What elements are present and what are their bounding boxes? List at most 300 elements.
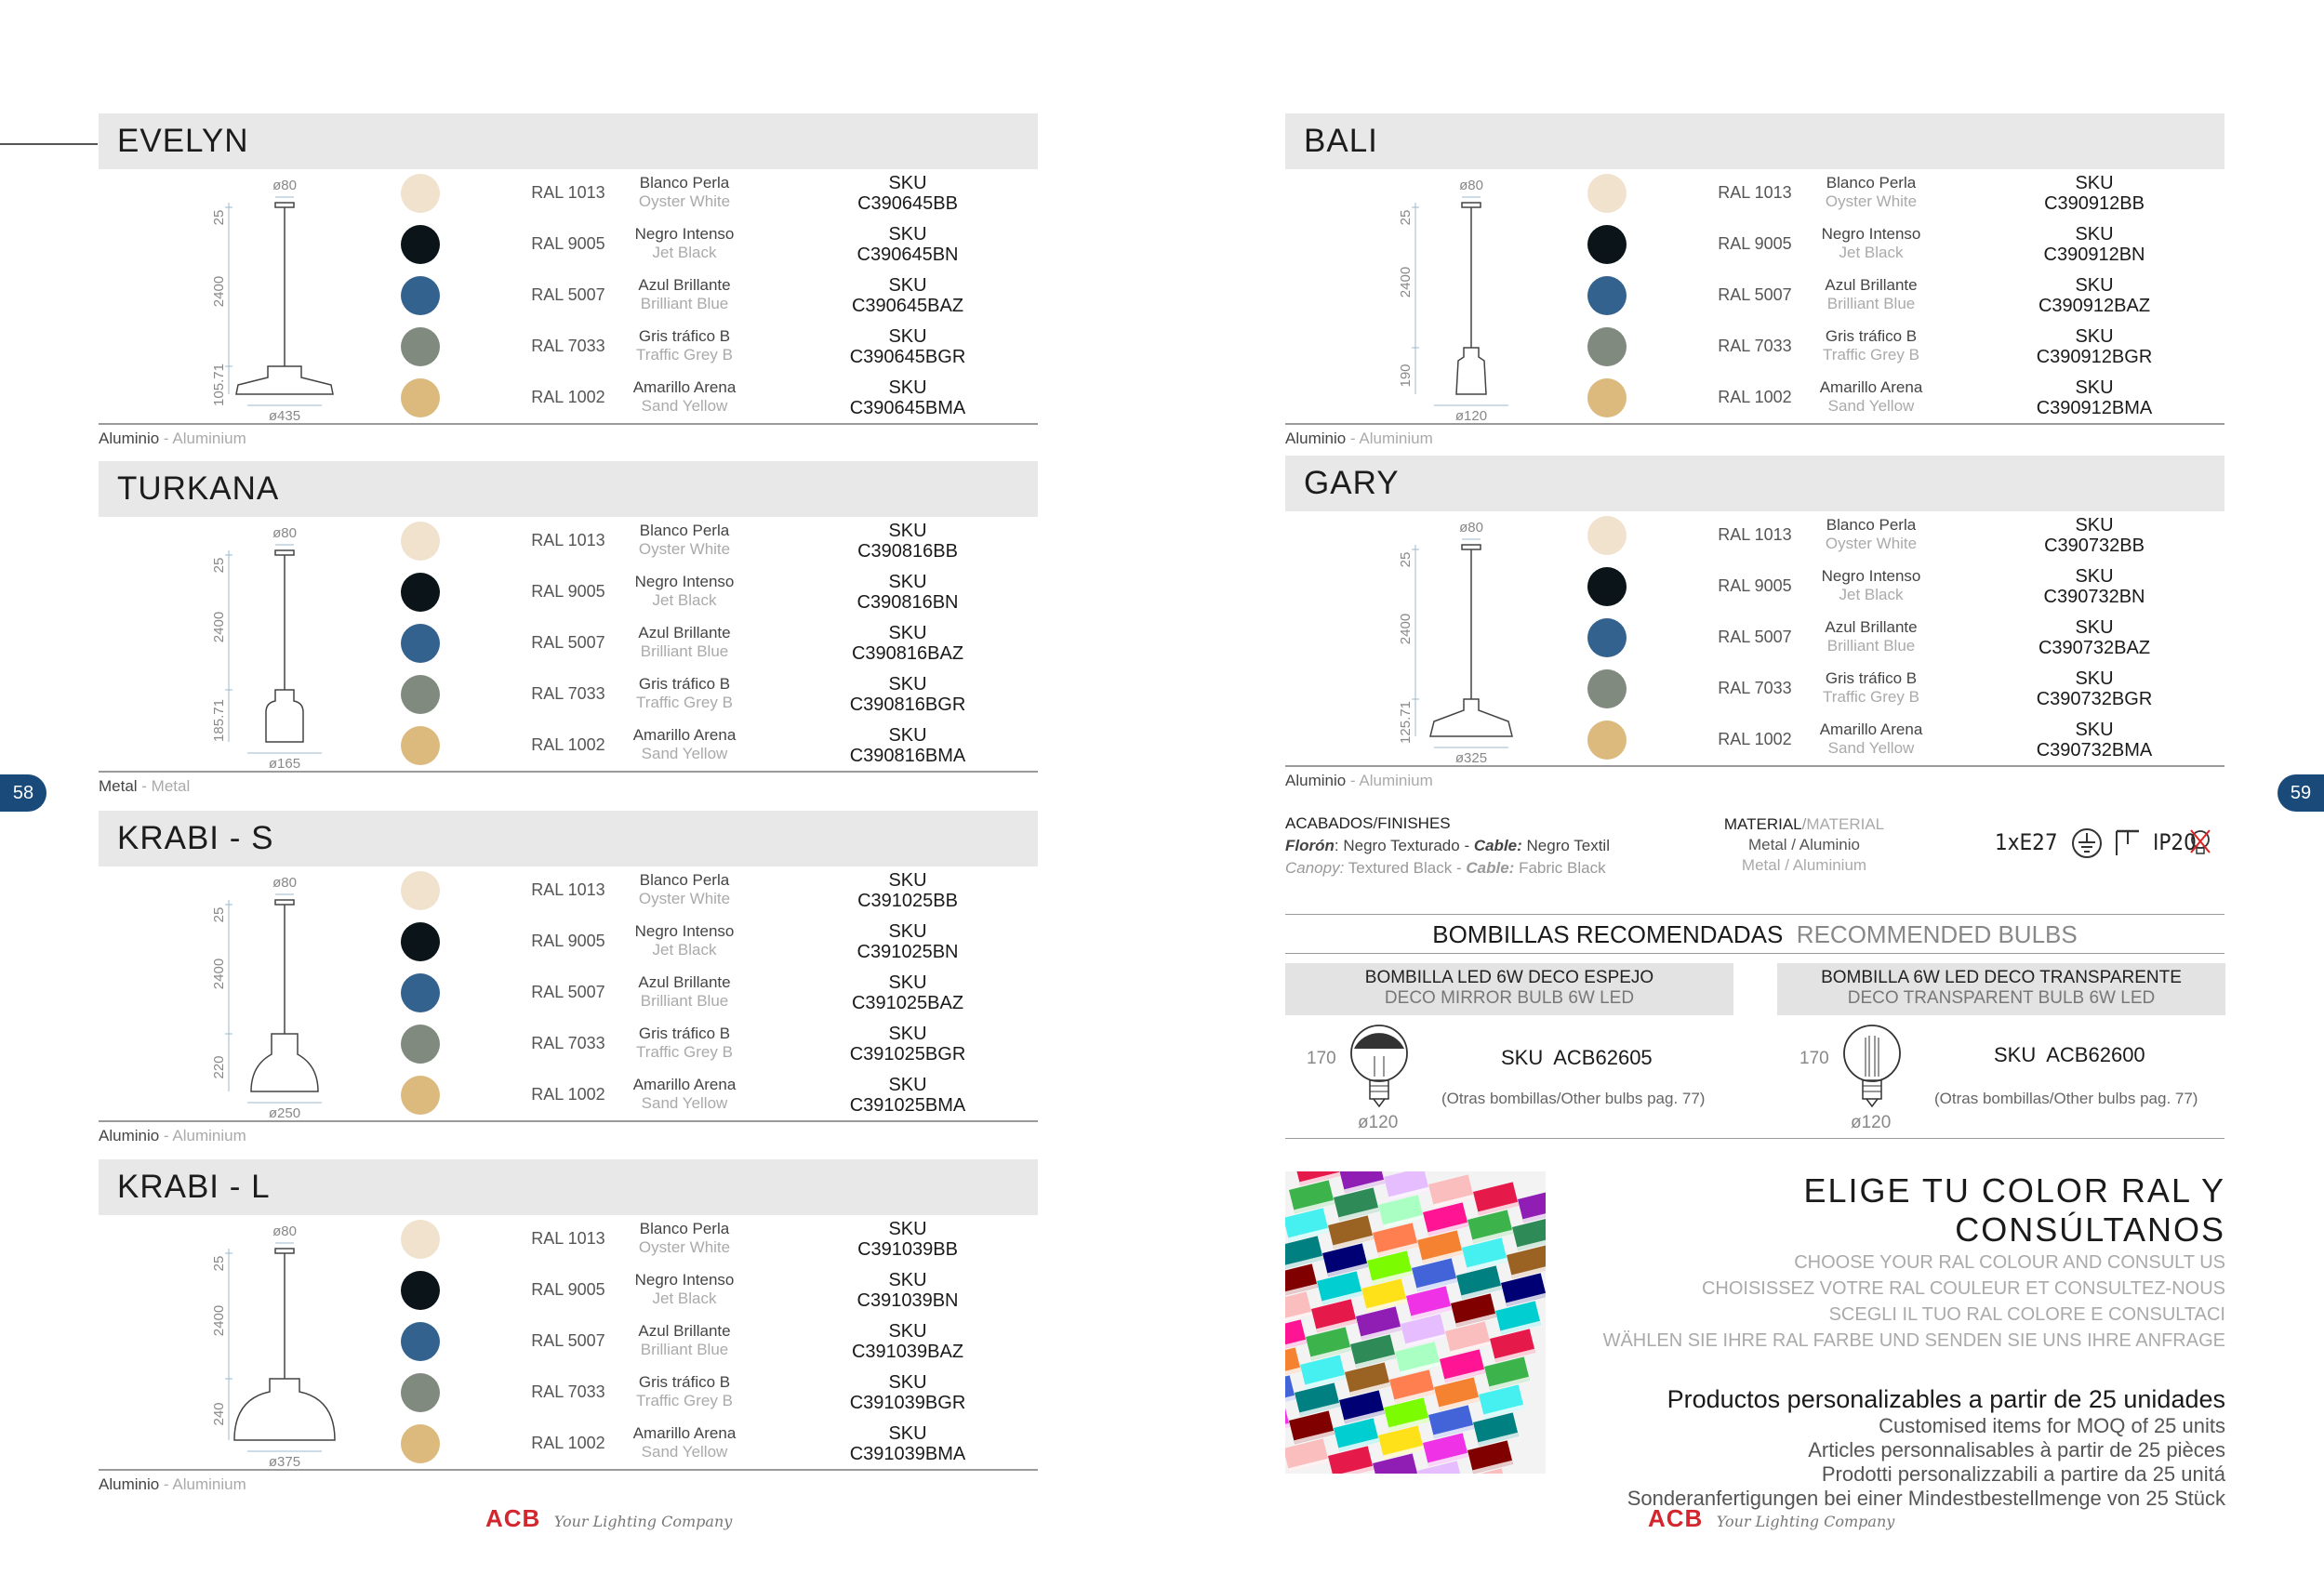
sku-code	[1992, 326, 2197, 367]
colour-name	[573, 675, 796, 712]
sku-label: SKU	[888, 1423, 927, 1444]
sku-label: SKU	[888, 623, 927, 643]
colour-name-es: Amarillo Arena	[1819, 721, 1923, 738]
ral-code: RAL 1013	[531, 531, 605, 549]
product-material	[99, 1475, 246, 1494]
colour-name	[1760, 618, 1983, 655]
colour-name-es: Blanco Perla	[639, 1220, 730, 1237]
product-name: BALI	[1304, 123, 1378, 159]
sku-value: C390816BGR	[849, 694, 966, 715]
product-name: GARY	[1304, 465, 1400, 501]
colour-swatch	[401, 1271, 440, 1310]
colour-swatch	[401, 522, 440, 561]
svg-text:2400: 2400	[1398, 613, 1414, 645]
header-rule	[0, 143, 98, 145]
colour-name-en: Brilliant Blue	[640, 1341, 729, 1358]
sku-code	[805, 921, 1010, 962]
sku-value: C390912BN	[2043, 245, 2145, 265]
sku-code	[805, 1270, 1010, 1311]
sku-code	[805, 521, 1010, 562]
colour-swatch	[1587, 618, 1627, 657]
lamp-type: 1xE27	[1995, 829, 2058, 855]
ral-code: RAL 9005	[531, 582, 605, 601]
ral-code: RAL 7033	[531, 1034, 605, 1052]
colour-name-es: Amarillo Arena	[632, 1076, 737, 1093]
transparent-bulb-icon	[1839, 1021, 1905, 1114]
colour-name-es: Negro Intenso	[634, 573, 735, 590]
colour-name	[1760, 378, 1983, 416]
bulb-box-mirror: BOMBILLA LED 6W DECO ESPEJO DECO MIRROR BULB 6W LED	[1285, 963, 1733, 1015]
colour-name-es: Azul Brillante	[1825, 276, 1918, 294]
sku-label: SKU	[2075, 377, 2114, 398]
colour-name-es: Blanco Perla	[639, 174, 730, 192]
colour-name-es: Gris tráfico B	[638, 327, 731, 345]
ral-code: RAL 1013	[531, 1229, 605, 1248]
colour-name-es: Azul Brillante	[638, 624, 731, 641]
material-es: Metal	[99, 777, 138, 795]
colour-name	[1760, 276, 1983, 313]
colour-swatch	[401, 871, 440, 910]
svg-text:185.71: 185.71	[211, 699, 227, 742]
bulb1-note: (Otras bombillas/Other bulbs pag. 77)	[1441, 1090, 1706, 1107]
svg-text:ø80: ø80	[272, 875, 297, 891]
finishes-block: ACABADOS/FINISHES Florón: Negro Texturado - Cable: Negro Textil Canopy: Textured Black - Cable: Fabric Black	[1285, 814, 1610, 877]
svg-text:2400: 2400	[211, 611, 227, 643]
sku-code	[805, 1024, 1010, 1065]
colour-name-en: Oyster White	[638, 192, 731, 210]
lamp-technical-drawing-icon	[1341, 513, 1583, 766]
colour-name-en: Traffic Grey B	[1823, 346, 1919, 364]
ral-code: RAL 7033	[531, 684, 605, 703]
colour-swatch	[401, 1076, 440, 1115]
colour-name	[573, 1424, 796, 1461]
colour-swatch	[401, 1424, 440, 1463]
colour-name-es: Negro Intenso	[634, 1271, 735, 1289]
bulb1-width: ø120	[1358, 1113, 1399, 1132]
product-title-bar	[1285, 113, 2224, 169]
sku-label: SKU	[888, 275, 927, 296]
colour-name	[1760, 174, 1983, 211]
ral-code: RAL 7033	[1718, 679, 1792, 697]
colour-swatch	[1587, 721, 1627, 760]
material-block: MATERIAL/MATERIAL Metal / Aluminio Metal / Aluminium	[1723, 815, 1885, 874]
colour-name	[573, 1076, 796, 1113]
sku-label: SKU	[888, 224, 927, 245]
colour-name-en: Sand Yellow	[641, 1094, 728, 1112]
sku-label: SKU	[888, 674, 927, 694]
colour-name-en: Brilliant Blue	[640, 992, 729, 1010]
sku-value: C390912BMA	[2036, 398, 2153, 418]
material-en: - Aluminium	[1346, 772, 1433, 789]
bulb1-height: 170	[1307, 1049, 1336, 1068]
colour-swatch	[401, 624, 440, 663]
sku-code	[1992, 224, 2197, 265]
sku-value: C390816BAZ	[851, 643, 964, 664]
colour-name-en: Jet Black	[652, 1289, 717, 1307]
colour-name-en: Brilliant Blue	[1826, 637, 1916, 655]
ral-code: RAL 1013	[531, 183, 605, 202]
ral-code: RAL 5007	[531, 983, 605, 1001]
sku-value: C390645BN	[857, 245, 959, 265]
material-es: Aluminio	[99, 1127, 160, 1144]
ral-code: RAL 1013	[531, 880, 605, 899]
colour-swatch	[401, 573, 440, 612]
product-material	[99, 777, 190, 796]
sku-value: C390732BN	[2043, 587, 2145, 607]
colour-name-en: Traffic Grey B	[636, 1392, 733, 1409]
colour-name-en: Oyster White	[1825, 192, 1918, 210]
colour-name-es: Azul Brillante	[1825, 618, 1918, 636]
ral-code: RAL 7033	[1718, 337, 1792, 355]
colour-name	[573, 922, 796, 959]
colour-name-es: Amarillo Arena	[1819, 378, 1923, 396]
sku-value: C390912BAZ	[2038, 296, 2151, 316]
page-number-left: 58	[0, 774, 46, 812]
sku-label: SKU	[2075, 720, 2114, 740]
brand-tagline: Your Lighting Company	[553, 1513, 733, 1530]
ral-code: RAL 1002	[531, 388, 605, 406]
ral-code: RAL 5007	[1718, 628, 1792, 646]
colour-name	[573, 1025, 796, 1062]
material-es: Aluminio	[99, 430, 160, 447]
ral-code: RAL 7033	[531, 337, 605, 355]
spec-icons	[1995, 827, 2209, 865]
colour-name-en: Jet Black	[1839, 244, 1904, 261]
sku-code	[805, 1075, 1010, 1116]
material-es: Aluminio	[1285, 430, 1347, 447]
colour-name-en: Traffic Grey B	[636, 346, 733, 364]
product-name: KRABI - S	[117, 820, 274, 856]
material-en: - Aluminium	[159, 430, 246, 447]
colour-name-es: Blanco Perla	[639, 871, 730, 889]
colour-swatch	[1587, 378, 1627, 417]
ral-code: RAL 1013	[1718, 183, 1792, 202]
product-title-bar	[99, 461, 1038, 517]
colour-swatch	[401, 1220, 440, 1259]
product-material	[99, 1127, 246, 1145]
bulb-box-transparent: BOMBILLA 6W LED DECO TRANSPARENTE DECO TRANSPARENT BULB 6W LED	[1777, 963, 2225, 1015]
sku-value: C391025BB	[857, 891, 958, 911]
ral-promo-block	[1562, 1171, 2225, 1511]
sku-label: SKU	[888, 326, 927, 347]
colour-name-es: Gris tráfico B	[1825, 327, 1918, 345]
colour-name-es: Gris tráfico B	[638, 675, 731, 693]
colour-swatch	[401, 1025, 440, 1064]
sku-label: SKU	[2075, 515, 2114, 536]
ral-line-fr: CHOISISSEZ VOTRE RAL COULEUR ET CONSULTEZ-NOUS	[1701, 1278, 2225, 1299]
colour-swatch	[401, 1322, 440, 1361]
colour-name	[573, 1373, 796, 1410]
sku-value: C391025BAZ	[851, 993, 964, 1013]
colour-name-es: Amarillo Arena	[632, 1424, 737, 1442]
bulb2-sku: SKU ACB62600	[1994, 1043, 2145, 1066]
colour-name-es: Gris tráfico B	[638, 1025, 731, 1042]
colour-name-en: Brilliant Blue	[640, 295, 729, 312]
sku-value: C391025BGR	[849, 1044, 966, 1065]
bulb2-height: 170	[1799, 1049, 1829, 1068]
colour-name-es: Gris tráfico B	[1825, 669, 1918, 687]
colour-name-en: Brilliant Blue	[1826, 295, 1916, 312]
colour-swatch	[1587, 669, 1627, 708]
sku-label: SKU	[888, 870, 927, 891]
colour-name	[573, 225, 796, 262]
moq-line-fr: Articles personnalisables à partir de 25 pièces	[1808, 1438, 2225, 1461]
colour-name	[573, 174, 796, 211]
sku-label: SKU	[888, 572, 927, 592]
svg-text:240: 240	[211, 1402, 227, 1426]
product-block-turkana	[99, 461, 1038, 805]
colour-name-es: Azul Brillante	[638, 973, 731, 991]
colour-name	[573, 522, 796, 559]
svg-text:ø80: ø80	[272, 1223, 297, 1239]
colour-swatch	[401, 1373, 440, 1412]
sku-label: SKU	[2075, 224, 2114, 245]
colour-name-es: Amarillo Arena	[632, 726, 737, 744]
bulbs-rule-top	[1285, 914, 2224, 915]
product-name: KRABI - L	[117, 1169, 271, 1205]
colour-name-en: Traffic Grey B	[636, 1043, 733, 1061]
ral-code: RAL 9005	[1718, 576, 1792, 595]
sku-code	[805, 1423, 1010, 1464]
colour-name	[573, 327, 796, 364]
colour-name-en: Sand Yellow	[641, 745, 728, 762]
svg-text:ø325: ø325	[1454, 750, 1488, 766]
material-es: Aluminio	[99, 1475, 160, 1493]
sku-code	[805, 275, 1010, 316]
footer-right	[1648, 1504, 1894, 1533]
sku-label: SKU	[888, 921, 927, 942]
sku-label: SKU	[2075, 275, 2114, 296]
lamp-technical-drawing-icon	[154, 1217, 396, 1470]
ral-line-en: CHOOSE YOUR RAL COLOUR AND CONSULT US	[1794, 1252, 2225, 1273]
sku-label: SKU	[888, 1321, 927, 1342]
ral-line-it: SCEGLI IL TUO RAL COLORE E CONSULTACI	[1828, 1304, 2225, 1325]
product-title-bar	[1285, 456, 2224, 511]
sku-code	[805, 326, 1010, 367]
product-material	[99, 430, 246, 448]
sku-code	[805, 623, 1010, 664]
colour-name-es: Negro Intenso	[1821, 567, 1921, 585]
ral-code: RAL 5007	[531, 285, 605, 304]
sku-code	[805, 1321, 1010, 1362]
svg-text:25: 25	[211, 557, 227, 574]
brand-logo: ACB	[485, 1504, 541, 1532]
ral-code: RAL 5007	[531, 633, 605, 652]
sku-code	[1992, 720, 2197, 760]
sku-value: C390816BB	[857, 541, 958, 562]
sku-value: C390645BGR	[849, 347, 966, 367]
sku-label: SKU	[888, 1372, 927, 1393]
svg-text:ø435: ø435	[268, 408, 301, 424]
svg-text:ø80: ø80	[272, 525, 297, 541]
product-block-krabi-s	[99, 811, 1038, 1155]
colour-name	[573, 871, 796, 908]
svg-text:190: 190	[1398, 364, 1414, 388]
sku-label: SKU	[888, 173, 927, 193]
bulbs-rule-bottom	[1285, 1138, 2224, 1139]
product-name: EVELYN	[117, 123, 249, 159]
svg-text:25: 25	[211, 906, 227, 923]
ral-code: RAL 5007	[531, 1331, 605, 1350]
colour-name	[1760, 516, 1983, 553]
sku-code	[805, 224, 1010, 265]
sku-code	[805, 674, 1010, 715]
sku-label: SKU	[888, 1075, 927, 1095]
svg-text:2400: 2400	[1398, 266, 1414, 298]
sku-value: C390912BB	[2044, 193, 2145, 214]
material-en: - Metal	[137, 777, 191, 795]
colour-name-es: Azul Brillante	[638, 1322, 731, 1340]
sku-value: C390816BMA	[849, 746, 966, 766]
colour-name-en: Oyster White	[638, 890, 731, 907]
sku-value: C390732BB	[2044, 536, 2145, 556]
colour-swatch	[401, 327, 440, 366]
brand-logo: ACB	[1648, 1504, 1704, 1532]
sku-code	[1992, 566, 2197, 607]
sku-label: SKU	[888, 521, 927, 541]
ral-title: ELIGE TU COLOR RAL Y CONSÚLTANOS	[1803, 1171, 2225, 1249]
footer-left	[485, 1504, 732, 1533]
ip-rating: IP20	[2153, 829, 2197, 855]
svg-text:ø80: ø80	[1459, 520, 1483, 536]
sku-value: C390732BGR	[2036, 689, 2153, 709]
svg-text:ø80: ø80	[272, 178, 297, 193]
sku-label: SKU	[2075, 326, 2114, 347]
colour-name-en: Sand Yellow	[1827, 739, 1915, 757]
material-en: - Aluminium	[159, 1127, 246, 1144]
colour-name	[1760, 225, 1983, 262]
ral-code: RAL 1002	[1718, 388, 1792, 406]
moq-line-it: Prodotti personalizzabili a partire da 25 unitá	[1821, 1462, 2225, 1486]
earth-class-icon	[2071, 827, 2103, 859]
product-block-evelyn	[99, 113, 1038, 457]
sku-value: C390732BMA	[2036, 740, 2153, 760]
colour-name-es: Blanco Perla	[639, 522, 730, 539]
colour-name-es: Gris tráfico B	[638, 1373, 731, 1391]
material-es: Aluminio	[1285, 772, 1347, 789]
sku-label: SKU	[888, 972, 927, 993]
colour-name	[1760, 669, 1983, 707]
colour-name-es: Blanco Perla	[1826, 516, 1917, 534]
colour-name-en: Jet Black	[652, 244, 717, 261]
moq-title: Productos personalizables a partir de 25 unidades	[1667, 1385, 2225, 1413]
sku-value: C390645BB	[857, 193, 958, 214]
colour-swatch	[1587, 174, 1627, 213]
sku-code	[805, 972, 1010, 1013]
ral-code: RAL 9005	[1718, 234, 1792, 253]
sku-code	[805, 870, 1010, 911]
product-block-bali	[1285, 113, 2224, 457]
brand-tagline: Your Lighting Company	[1716, 1513, 1895, 1530]
colour-swatch	[401, 378, 440, 417]
ral-code: RAL 9005	[531, 1280, 605, 1299]
sku-code	[805, 377, 1010, 418]
product-name: TURKANA	[117, 470, 280, 507]
svg-text:ø120: ø120	[1454, 408, 1488, 424]
sku-value: C391025BN	[857, 942, 959, 962]
colour-name	[573, 1271, 796, 1308]
colour-swatch	[401, 225, 440, 264]
colour-name	[573, 378, 796, 416]
ral-code: RAL 9005	[531, 932, 605, 950]
ral-code: RAL 1002	[531, 735, 605, 754]
sku-code	[1992, 668, 2197, 709]
svg-text:25: 25	[1398, 551, 1414, 568]
ral-code: RAL 9005	[531, 234, 605, 253]
lamp-technical-drawing-icon	[154, 171, 396, 424]
sku-label: SKU	[2075, 173, 2114, 193]
colour-swatch	[1587, 225, 1627, 264]
colour-name	[573, 276, 796, 313]
sku-code	[805, 725, 1010, 766]
colour-swatch	[401, 973, 440, 1012]
lamp-technical-drawing-icon	[1341, 171, 1583, 424]
sku-label: SKU	[2075, 617, 2114, 638]
colour-name	[573, 573, 796, 610]
mirror-bulb-icon	[1347, 1021, 1412, 1114]
bulbs-rule-mid	[1285, 953, 2224, 954]
svg-text:ø250: ø250	[268, 1105, 301, 1121]
bulb1-sku: SKU ACB62605	[1501, 1046, 1653, 1069]
svg-text:125.71: 125.71	[1398, 701, 1414, 744]
finishes-title-en: FINISHES	[1377, 814, 1451, 832]
colour-name	[1760, 567, 1983, 604]
material-en: - Aluminium	[159, 1475, 246, 1493]
colour-name-es: Negro Intenso	[634, 225, 735, 243]
colour-name-en: Sand Yellow	[641, 1443, 728, 1461]
ral-code: RAL 5007	[1718, 285, 1792, 304]
colour-swatch	[1587, 516, 1627, 555]
svg-text:2400: 2400	[211, 1304, 227, 1337]
sku-value: C390912BGR	[2036, 347, 2153, 367]
svg-text:220: 220	[211, 1055, 227, 1079]
sku-label: SKU	[888, 1270, 927, 1290]
colour-swatch	[1587, 327, 1627, 366]
colour-name-en: Jet Black	[652, 941, 717, 959]
sku-code	[1992, 275, 2197, 316]
product-material	[1285, 772, 1433, 790]
colour-name	[573, 1322, 796, 1359]
colour-name-es: Amarillo Arena	[632, 378, 737, 396]
sku-code	[1992, 617, 2197, 658]
sku-value: C391039BAZ	[851, 1342, 964, 1362]
lamp-technical-drawing-icon	[154, 868, 396, 1121]
svg-text:25: 25	[1398, 209, 1414, 226]
sku-value: C390816BN	[857, 592, 959, 613]
colour-swatch	[1587, 567, 1627, 606]
colour-swatch	[401, 675, 440, 714]
colour-name-en: Traffic Grey B	[636, 694, 733, 711]
colour-name	[573, 973, 796, 1011]
colour-name-en: Sand Yellow	[641, 397, 728, 415]
svg-text:ø375: ø375	[268, 1454, 301, 1470]
colour-name	[1760, 721, 1983, 758]
sku-code	[1992, 173, 2197, 214]
colour-name-en: Jet Black	[1839, 586, 1904, 603]
svg-text:ø165: ø165	[268, 756, 301, 772]
ral-code: RAL 1013	[1718, 525, 1792, 544]
svg-text:105.71: 105.71	[211, 364, 227, 406]
sku-code	[1992, 377, 2197, 418]
colour-name	[573, 624, 796, 661]
sku-code	[805, 173, 1010, 214]
svg-text:25: 25	[211, 209, 227, 226]
product-block-gary	[1285, 456, 2224, 800]
ral-code: RAL 1002	[531, 1085, 605, 1104]
sku-label: SKU	[888, 1024, 927, 1044]
ral-code: RAL 7033	[531, 1382, 605, 1401]
sku-code	[805, 1372, 1010, 1413]
